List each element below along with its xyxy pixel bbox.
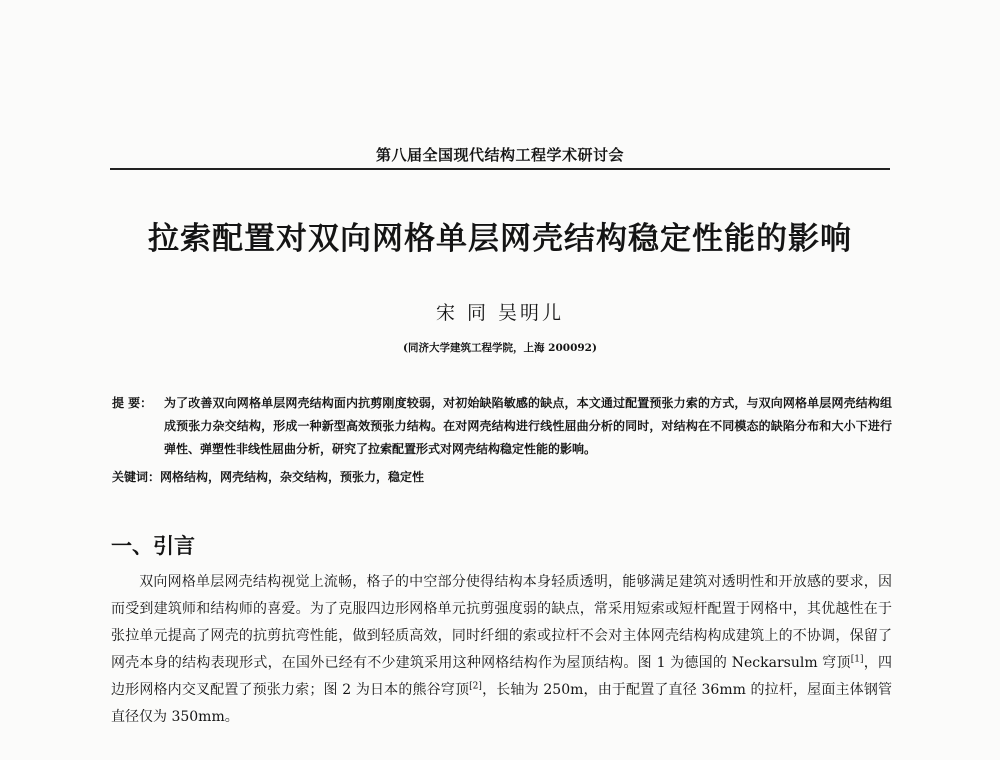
author-affiliation: (同济大学建筑工程学院，上海 200092) [403, 342, 597, 354]
intro-text-part3: ，长轴为 250m，由于配置了直径 36mm 的拉杆，屋面主体钢管直径仅为 350mm。 [111, 682, 892, 725]
section-heading-introduction: 一、引言 [111, 534, 195, 558]
abstract-label: 提 要： [112, 396, 153, 410]
abstract-text: 为了改善双向网格单层网壳结构面内抗剪刚度较弱，对初始缺陷敏感的缺点，本文通过配置预张力索的方式，与双向网格单层网壳结构组成预张力杂交结构，形成一种新型高效预张力结构。在对网壳结构进行线性屈曲分析的同时，对结构在不同模态的缺陷分布和大小下进行弹性、弹塑性非线性屈曲分析，研究了拉索配置形式对网壳结构稳定性能的影响。 [164, 396, 892, 456]
keywords-block [112, 468, 892, 485]
paper-title: 拉索配置对双向网格单层网壳结构稳定性能的影响 [148, 221, 852, 257]
conference-header: 第八届全国现代结构工程学术研讨会 [375, 146, 624, 164]
header-divider [110, 168, 890, 170]
abstract-block [112, 392, 892, 461]
keywords-label: 关键词： [112, 470, 161, 484]
paper-authors: 宋 同 吴明儿 [435, 302, 565, 324]
citation-ref-1: [1] [850, 654, 864, 665]
introduction-paragraph [111, 569, 892, 731]
intro-text-part1: 双向网格单层网壳结构视觉上流畅，格子的中空部分使得结构本身轻质透明，能够满足建筑对透明性和开放感的要求，因而受到建筑师和结构师的喜爱。为了克服四边形网格单元抗剪强度弱的缺点，常采用短索或短杆配置于网格中，其优越性在于张拉单元提高了网壳的抗剪抗弯性能，做到轻质高效，同时纤细的索或拉杆不会对主体网壳结构构成建筑上的不协调，保留了网壳本身的结构表现形式，在国外已经有不少建筑采用这种网格结构作为屋顶结构。图 1 为德国的 Neckarsulm 穹顶 [111, 574, 892, 671]
intro-text-part2: ，四边形网格内交叉配置了预张力索；图 2 为日本的熊谷穹顶 [111, 655, 892, 698]
citation-ref-2: [2] [469, 681, 482, 692]
keywords-text: 网格结构，网壳结构，杂交结构，预张力，稳定性 [160, 470, 425, 484]
